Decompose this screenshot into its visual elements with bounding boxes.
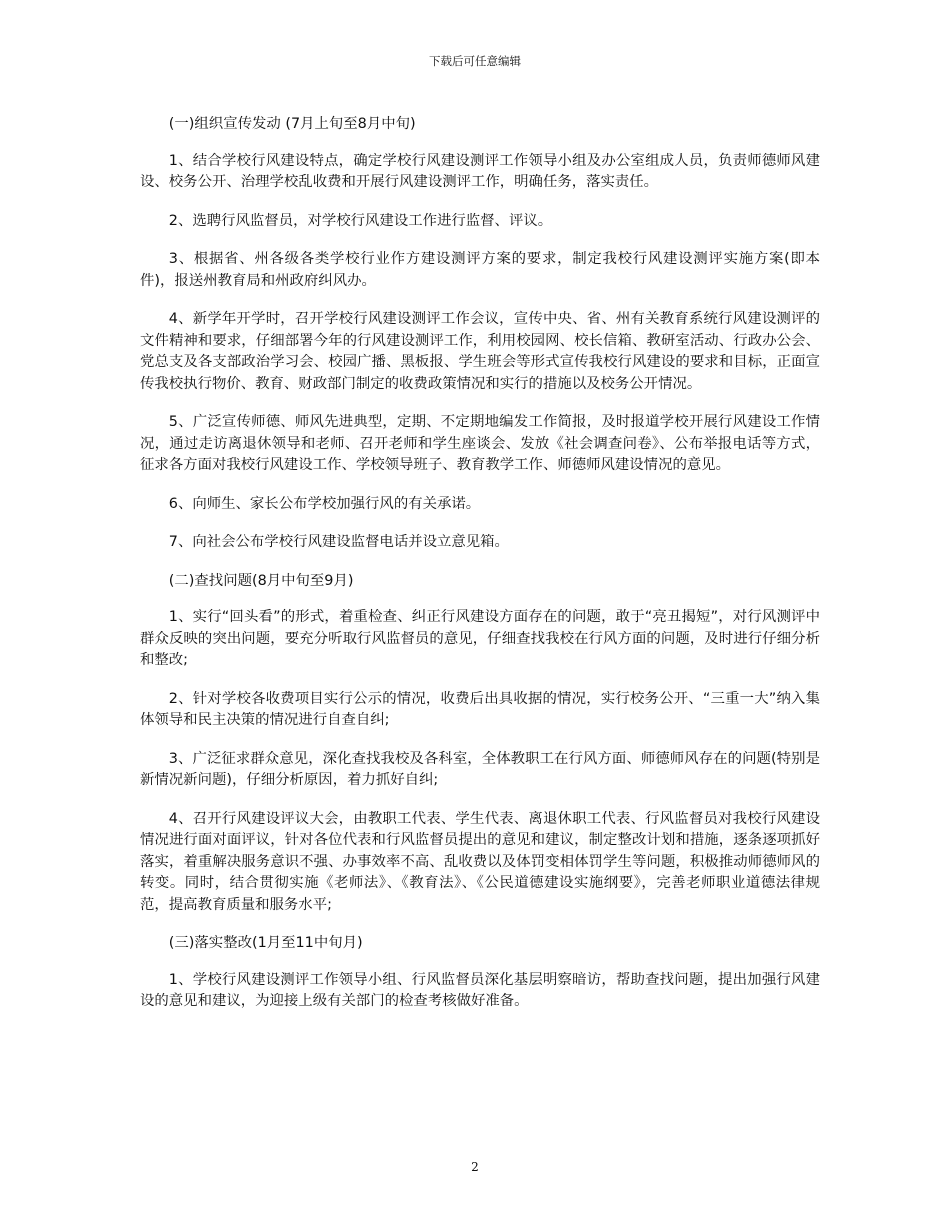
paragraph: 1、学校行风建设测评工作领导小组、行风监督员深化基层明察暗访，帮助查找问题，提出加强行风建设的意见和建议，为迎接上级有关部门的检查考核做好准备。	[140, 971, 820, 1009]
paragraph: 5、广泛宣传师德、师风先进典型，定期、不定期地编发工作简报，及时报道学校开展行风建设工作情况，通过走访离退休领导和老师、召开老师和学生座谈会、发放《社会调查问卷》、公布举报电话等方式，征求各方面对我校行风建设工作、学校领导班子、教育教学工作、师德师风建设情况的意见。	[140, 414, 820, 473]
paragraph: 7、向社会公布学校行风建设监督电话并设立意见箱。	[168, 534, 509, 550]
paragraph: 3、根据省、州各级各类学校行业作方建设测评方案的要求，制定我校行风建设测评实施方案(即本件)，报送州教育局和州政府纠风办。	[140, 251, 820, 289]
page-number: 2	[471, 1160, 479, 1174]
section-heading: (一)组织宣传发动 (7月上旬至8月中旬)	[168, 116, 416, 132]
paragraph: 1、实行“回头看”的形式，着重检查、纠正行风建设方面存在的问题，敢于“亮丑揭短”，对行风测评中群众反映的突出问题，要充分听取行风监督员的意见，仔细查找我校在行风方面的问题，及时进行仔细分析和整改;	[140, 609, 820, 668]
paragraph: 3、广泛征求群众意见，深化查找我校及各科室，全体教职工在行风方面、师德师风存在的问题(特别是新情况新问题)，仔细分析原因，着力抓好自纠;	[140, 750, 820, 788]
paragraph: 4、召开行风建设评议大会，由教职工代表、学生代表、离退休职工代表、行风监督员对我校行风建设情况进行面对面评议，针对各位代表和行风监督员提出的意见和建议，制定整改计划和措施，逐条逐项抓好落实，着重解决服务意识不强、办事效率不高、乱收费以及体罚变相体罚学生等问题，积极推动师德师风的转变。同时，结合贯彻实施《老师法》、《教育法》、《公民道德建设实施纲要》，完善老师职业道德法律规范，提高教育质量和服务水平;	[140, 810, 820, 913]
section-heading: (二)查找问题(8月中旬至9月)	[168, 572, 354, 589]
page-header: 下载后可任意编辑	[429, 54, 521, 68]
paragraph: 1、结合学校行风建设特点，确定学校行风建设测评工作领导小组及办公室组成人员，负责师德师风建设、校务公开、治理学校乱收费和开展行风建设测评工作，明确任务，落实责任。	[140, 152, 820, 190]
document-body	[140, 114, 820, 1030]
paragraph: 6、向师生、家长公布学校加强行风的有关承诺。	[168, 495, 481, 512]
paragraph: 4、新学年开学时，召开学校行风建设测评工作会议，宣传中央、省、州有关教育系统行风建设测评的文件精神和要求，仔细部署今年的行风建设测评工作，利用校园网、校长信箱、教研室活动、行政办公会、党总支及各支部政治学习会、校园广播、黑板报、学生班会等形式宣传我校行风建设的要求和目标，正面宣传我校执行物价、教育、财政部门制定的收费政策情况和实行的措施以及校务公开情况。	[140, 311, 820, 392]
section-heading: (三)落实整改(1月至11中旬月)	[168, 935, 363, 951]
paragraph: 2、选聘行风监督员，对学校行风建设工作进行监督、评议。	[168, 212, 553, 229]
paragraph: 2、针对学校各收费项目实行公示的情况，收费后出具收据的情况，实行校务公开、“三重一大”纳入集体领导和民主决策的情况进行自查自纠;	[140, 690, 820, 728]
